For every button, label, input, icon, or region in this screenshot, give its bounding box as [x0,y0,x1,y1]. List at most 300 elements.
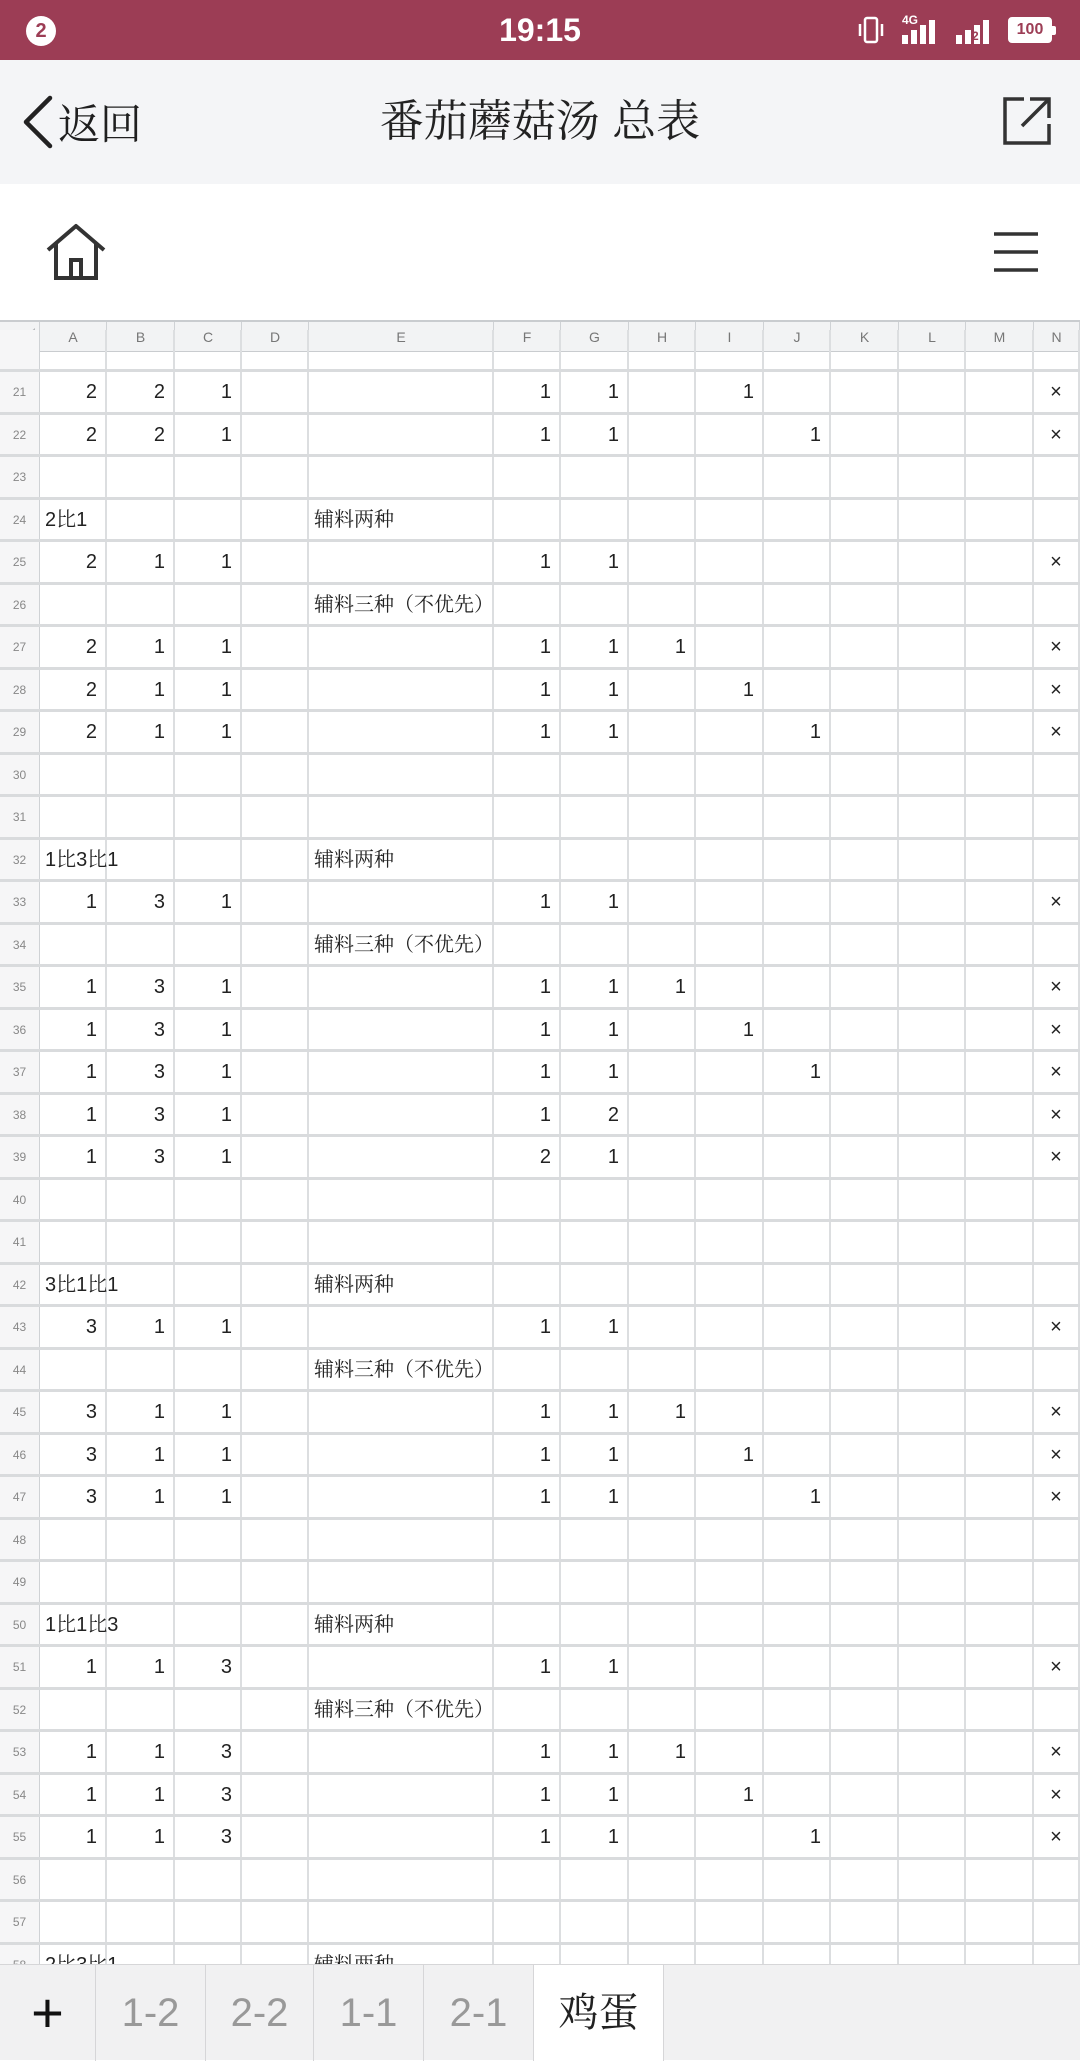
cell[interactable] [107,330,175,370]
cell-g29[interactable]: 1 [561,712,629,752]
cell-l42[interactable] [899,1265,966,1305]
row-header[interactable]: 22 [0,415,40,455]
cell-g34[interactable] [561,925,629,965]
cell-l41[interactable] [899,1222,966,1262]
row-header[interactable]: 37 [0,1052,40,1092]
row-header[interactable]: 48 [0,1520,40,1560]
cell-n29[interactable]: × [1034,712,1080,752]
cell-a51[interactable]: 1 [40,1647,107,1687]
cell-h55[interactable] [629,1817,696,1857]
cell-j43[interactable] [764,1307,831,1347]
cell-d30[interactable] [242,755,309,795]
cell-k29[interactable] [831,712,899,752]
cell-n51[interactable]: × [1034,1647,1080,1687]
cell-m33[interactable] [966,882,1034,922]
home-button[interactable] [44,222,108,287]
column-header-h[interactable]: H [629,322,696,352]
cell-i44[interactable] [696,1350,764,1390]
cell-i22[interactable] [696,415,764,455]
cell-i51[interactable] [696,1647,764,1687]
cell-i39[interactable] [696,1137,764,1177]
cell-b51[interactable]: 1 [107,1647,175,1687]
cell-k40[interactable] [831,1180,899,1220]
cell-b42[interactable] [107,1265,175,1305]
sheet-tab-5[interactable]: 鸡蛋 [534,1965,664,2061]
cell-m40[interactable] [966,1180,1034,1220]
cell-l26[interactable] [899,585,966,625]
cell-a56[interactable] [40,1860,107,1900]
cell-d32[interactable] [242,840,309,880]
cell-j31[interactable] [764,797,831,837]
cell-i31[interactable] [696,797,764,837]
cell-i56[interactable] [696,1860,764,1900]
cell-h56[interactable] [629,1860,696,1900]
column-header-c[interactable]: C [175,322,242,352]
cell-a54[interactable]: 1 [40,1775,107,1815]
cell-n25[interactable]: × [1034,542,1080,582]
cell-n44[interactable] [1034,1350,1080,1390]
cell-c36[interactable]: 1 [175,1010,242,1050]
cell-b23[interactable] [107,457,175,497]
cell-l57[interactable] [899,1902,966,1942]
cell-m37[interactable] [966,1052,1034,1092]
cell-h49[interactable] [629,1562,696,1602]
cell-e53[interactable] [309,1732,494,1772]
cell-n55[interactable]: × [1034,1817,1080,1857]
cell-e30[interactable] [309,755,494,795]
cell-c56[interactable] [175,1860,242,1900]
row-header[interactable]: 50 [0,1605,40,1645]
cell-k30[interactable] [831,755,899,795]
cell-f25[interactable]: 1 [494,542,561,582]
cell-k55[interactable] [831,1817,899,1857]
cell-b56[interactable] [107,1860,175,1900]
row-header[interactable]: 42 [0,1265,40,1305]
cell-b21[interactable]: 2 [107,372,175,412]
cell-l53[interactable] [899,1732,966,1772]
cell-m39[interactable] [966,1137,1034,1177]
cell[interactable] [899,330,966,370]
cell-e33[interactable] [309,882,494,922]
column-header-d[interactable]: D [242,322,309,352]
cell-j21[interactable] [764,372,831,412]
cell-i30[interactable] [696,755,764,795]
cell-a45[interactable]: 3 [40,1392,107,1432]
cell-c42[interactable] [175,1265,242,1305]
cell-a38[interactable]: 1 [40,1095,107,1135]
cell-n35[interactable]: × [1034,967,1080,1007]
cell-d45[interactable] [242,1392,309,1432]
cell-j55[interactable]: 1 [764,1817,831,1857]
cell-e38[interactable] [309,1095,494,1135]
cell-d37[interactable] [242,1052,309,1092]
cell-k26[interactable] [831,585,899,625]
cell-m29[interactable] [966,712,1034,752]
sheet-tab-2[interactable]: 2-2 [206,1965,314,2061]
cell[interactable] [966,330,1034,370]
cell-j27[interactable] [764,627,831,667]
cell-a39[interactable]: 1 [40,1137,107,1177]
row-header[interactable]: 54 [0,1775,40,1815]
cell-a21[interactable]: 2 [40,372,107,412]
cell-j50[interactable] [764,1605,831,1645]
cell-j41[interactable] [764,1222,831,1262]
cell[interactable] [831,330,899,370]
cell-a32[interactable]: 1比3比1 [40,840,107,880]
cell-d28[interactable] [242,670,309,710]
cell-d54[interactable] [242,1775,309,1815]
cell-i33[interactable] [696,882,764,922]
cell-b36[interactable]: 3 [107,1010,175,1050]
cell-m32[interactable] [966,840,1034,880]
cell-n54[interactable]: × [1034,1775,1080,1815]
row-header[interactable]: 31 [0,797,40,837]
cell-d29[interactable] [242,712,309,752]
cell-d25[interactable] [242,542,309,582]
cell-k49[interactable] [831,1562,899,1602]
cell-l35[interactable] [899,967,966,1007]
cell-g55[interactable]: 1 [561,1817,629,1857]
cell-j42[interactable] [764,1265,831,1305]
cell-l30[interactable] [899,755,966,795]
cell-m44[interactable] [966,1350,1034,1390]
cell-b57[interactable] [107,1902,175,1942]
cell-d23[interactable] [242,457,309,497]
cell-a44[interactable] [40,1350,107,1390]
cell-b32[interactable] [107,840,175,880]
cell-g24[interactable] [561,500,629,540]
cell-e27[interactable] [309,627,494,667]
cell[interactable] [40,330,107,370]
cell-m57[interactable] [966,1902,1034,1942]
cell-h54[interactable] [629,1775,696,1815]
cell-m48[interactable] [966,1520,1034,1560]
cell-c22[interactable]: 1 [175,415,242,455]
cell-d24[interactable] [242,500,309,540]
cell-f46[interactable]: 1 [494,1435,561,1475]
cell-m47[interactable] [966,1477,1034,1517]
cell-h57[interactable] [629,1902,696,1942]
cell-c54[interactable]: 3 [175,1775,242,1815]
row-header[interactable]: 35 [0,967,40,1007]
cell-j51[interactable] [764,1647,831,1687]
cell-a29[interactable]: 2 [40,712,107,752]
cell-e48[interactable] [309,1520,494,1560]
cell-e28[interactable] [309,670,494,710]
cell-k44[interactable] [831,1350,899,1390]
cell-n46[interactable]: × [1034,1435,1080,1475]
cell-h36[interactable] [629,1010,696,1050]
cell-e25[interactable] [309,542,494,582]
cell-a26[interactable] [40,585,107,625]
row-header[interactable]: 28 [0,670,40,710]
column-header-l[interactable]: L [899,322,966,352]
cell-d33[interactable] [242,882,309,922]
cell-d39[interactable] [242,1137,309,1177]
row-header[interactable] [0,330,40,370]
cell-f24[interactable] [494,500,561,540]
cell-k51[interactable] [831,1647,899,1687]
cell-h25[interactable] [629,542,696,582]
row-header[interactable]: 57 [0,1902,40,1942]
cell-b49[interactable] [107,1562,175,1602]
cell-g51[interactable]: 1 [561,1647,629,1687]
cell-h45[interactable]: 1 [629,1392,696,1432]
cell-l29[interactable] [899,712,966,752]
spreadsheet-grid[interactable] [0,320,1080,1964]
row-header[interactable]: 51 [0,1647,40,1687]
cell-l51[interactable] [899,1647,966,1687]
cell-j57[interactable] [764,1902,831,1942]
cell-b30[interactable] [107,755,175,795]
cell-c49[interactable] [175,1562,242,1602]
cell-b48[interactable] [107,1520,175,1560]
cell-j24[interactable] [764,500,831,540]
cell-n33[interactable]: × [1034,882,1080,922]
column-header-g[interactable]: G [561,322,629,352]
cell-e29[interactable] [309,712,494,752]
cell-e57[interactable] [309,1902,494,1942]
row-header[interactable]: 44 [0,1350,40,1390]
sheet-tab-4[interactable]: 2-1 [424,1965,534,2061]
cell-l24[interactable] [899,500,966,540]
cell-e47[interactable] [309,1477,494,1517]
cell-c38[interactable]: 1 [175,1095,242,1135]
cell-g48[interactable] [561,1520,629,1560]
cell-n34[interactable] [1034,925,1080,965]
cell-a31[interactable] [40,797,107,837]
cell-k53[interactable] [831,1732,899,1772]
cell-i35[interactable] [696,967,764,1007]
cell-n27[interactable]: × [1034,627,1080,667]
cell-g28[interactable]: 1 [561,670,629,710]
cell-f29[interactable]: 1 [494,712,561,752]
cell-e36[interactable] [309,1010,494,1050]
cell-e37[interactable] [309,1052,494,1092]
cell-c39[interactable]: 1 [175,1137,242,1177]
cell-h40[interactable] [629,1180,696,1220]
cell-i38[interactable] [696,1095,764,1135]
cell-g36[interactable]: 1 [561,1010,629,1050]
cell-f33[interactable]: 1 [494,882,561,922]
cell-h42[interactable] [629,1265,696,1305]
cell-h33[interactable] [629,882,696,922]
cell-h43[interactable] [629,1307,696,1347]
cell-h38[interactable] [629,1095,696,1135]
cell-g47[interactable]: 1 [561,1477,629,1517]
cell-e54[interactable] [309,1775,494,1815]
cell-l27[interactable] [899,627,966,667]
cell-m43[interactable] [966,1307,1034,1347]
cell-e23[interactable] [309,457,494,497]
cell-g46[interactable]: 1 [561,1435,629,1475]
cell-h23[interactable] [629,457,696,497]
cell-j39[interactable] [764,1137,831,1177]
cell[interactable] [696,330,764,370]
cell-i45[interactable] [696,1392,764,1432]
cell-k21[interactable] [831,372,899,412]
cell-h44[interactable] [629,1350,696,1390]
cell-b27[interactable]: 1 [107,627,175,667]
cell-n24[interactable] [1034,500,1080,540]
cell-h29[interactable] [629,712,696,752]
column-header-j[interactable]: J [764,322,831,352]
cell-h34[interactable] [629,925,696,965]
cell-h24[interactable] [629,500,696,540]
cell-f45[interactable]: 1 [494,1392,561,1432]
cell-b31[interactable] [107,797,175,837]
cell-a25[interactable]: 2 [40,542,107,582]
cell-e42[interactable]: 辅料两种 [309,1265,494,1305]
cell-j40[interactable] [764,1180,831,1220]
cell-d55[interactable] [242,1817,309,1857]
cell-c51[interactable]: 3 [175,1647,242,1687]
cell-n43[interactable]: × [1034,1307,1080,1347]
cell-a22[interactable]: 2 [40,415,107,455]
cell-e43[interactable] [309,1307,494,1347]
cell-h21[interactable] [629,372,696,412]
cell-m30[interactable] [966,755,1034,795]
cell-f53[interactable]: 1 [494,1732,561,1772]
cell-a42[interactable]: 3比1比1 [40,1265,107,1305]
cell-c57[interactable] [175,1902,242,1942]
cell-b33[interactable]: 3 [107,882,175,922]
cell-d48[interactable] [242,1520,309,1560]
cell-l54[interactable] [899,1775,966,1815]
cell-l52[interactable] [899,1690,966,1730]
cell-d51[interactable] [242,1647,309,1687]
row-header[interactable]: 23 [0,457,40,497]
cell-g38[interactable]: 2 [561,1095,629,1135]
cell-k33[interactable] [831,882,899,922]
cell[interactable] [309,330,494,370]
cell[interactable] [175,330,242,370]
cell-k35[interactable] [831,967,899,1007]
cell-g31[interactable] [561,797,629,837]
cell-b41[interactable] [107,1222,175,1262]
cell-a55[interactable]: 1 [40,1817,107,1857]
column-header-a[interactable]: A [40,322,107,352]
cell-j29[interactable]: 1 [764,712,831,752]
cell-f38[interactable]: 1 [494,1095,561,1135]
cell-b47[interactable]: 1 [107,1477,175,1517]
cell-k57[interactable] [831,1902,899,1942]
cell-l31[interactable] [899,797,966,837]
cell-g41[interactable] [561,1222,629,1262]
cell-b28[interactable]: 1 [107,670,175,710]
cell-h53[interactable]: 1 [629,1732,696,1772]
cell-m55[interactable] [966,1817,1034,1857]
cell-i55[interactable] [696,1817,764,1857]
row-header[interactable]: 55 [0,1817,40,1857]
cell-f54[interactable]: 1 [494,1775,561,1815]
cell-j34[interactable] [764,925,831,965]
row-header[interactable]: 56 [0,1860,40,1900]
cell-j33[interactable] [764,882,831,922]
cell-f27[interactable]: 1 [494,627,561,667]
cell-l37[interactable] [899,1052,966,1092]
cell-n40[interactable] [1034,1180,1080,1220]
cell-k23[interactable] [831,457,899,497]
cell-i41[interactable] [696,1222,764,1262]
cell-h27[interactable]: 1 [629,627,696,667]
cell-f48[interactable] [494,1520,561,1560]
cell-n49[interactable] [1034,1562,1080,1602]
cell-l46[interactable] [899,1435,966,1475]
cell-e49[interactable] [309,1562,494,1602]
cell-j28[interactable] [764,670,831,710]
cell-d57[interactable] [242,1902,309,1942]
cell-a43[interactable]: 3 [40,1307,107,1347]
cell-m52[interactable] [966,1690,1034,1730]
cell-h22[interactable] [629,415,696,455]
cell-c25[interactable]: 1 [175,542,242,582]
cell-b50[interactable] [107,1605,175,1645]
cell-c33[interactable]: 1 [175,882,242,922]
cell-l22[interactable] [899,415,966,455]
cell-e39[interactable] [309,1137,494,1177]
cell-k42[interactable] [831,1265,899,1305]
cell-i25[interactable] [696,542,764,582]
row-header[interactable]: 40 [0,1180,40,1220]
cell-c55[interactable]: 3 [175,1817,242,1857]
cell-j46[interactable] [764,1435,831,1475]
cell-f51[interactable]: 1 [494,1647,561,1687]
cell-e44[interactable]: 辅料三种（不优先） [309,1350,494,1390]
cell-f43[interactable]: 1 [494,1307,561,1347]
cell-f22[interactable]: 1 [494,415,561,455]
cell-d31[interactable] [242,797,309,837]
column-header-b[interactable]: B [107,322,175,352]
row-header[interactable]: 43 [0,1307,40,1347]
cell-d46[interactable] [242,1435,309,1475]
cell-n37[interactable]: × [1034,1052,1080,1092]
cell-e56[interactable] [309,1860,494,1900]
cell-k54[interactable] [831,1775,899,1815]
cell-e41[interactable] [309,1222,494,1262]
cell-m35[interactable] [966,967,1034,1007]
row-header[interactable]: 29 [0,712,40,752]
cell-f36[interactable]: 1 [494,1010,561,1050]
cell-a35[interactable]: 1 [40,967,107,1007]
cell-m26[interactable] [966,585,1034,625]
cell-m34[interactable] [966,925,1034,965]
cell-e34[interactable]: 辅料三种（不优先） [309,925,494,965]
cell-l23[interactable] [899,457,966,497]
cell-g54[interactable]: 1 [561,1775,629,1815]
cell-h41[interactable] [629,1222,696,1262]
cell-d47[interactable] [242,1477,309,1517]
cell-i40[interactable] [696,1180,764,1220]
row-header[interactable]: 41 [0,1222,40,1262]
cell-n30[interactable] [1034,755,1080,795]
cell-g53[interactable]: 1 [561,1732,629,1772]
cell-e51[interactable] [309,1647,494,1687]
row-header[interactable]: 30 [0,755,40,795]
cell-j38[interactable] [764,1095,831,1135]
cell-e50[interactable]: 辅料两种 [309,1605,494,1645]
cell-d27[interactable] [242,627,309,667]
cell-j36[interactable] [764,1010,831,1050]
cell-f30[interactable] [494,755,561,795]
cell-c41[interactable] [175,1222,242,1262]
cell-b24[interactable] [107,500,175,540]
cell-k24[interactable] [831,500,899,540]
cell-a48[interactable] [40,1520,107,1560]
cell-a47[interactable]: 3 [40,1477,107,1517]
cell-a23[interactable] [40,457,107,497]
cell-f52[interactable] [494,1690,561,1730]
